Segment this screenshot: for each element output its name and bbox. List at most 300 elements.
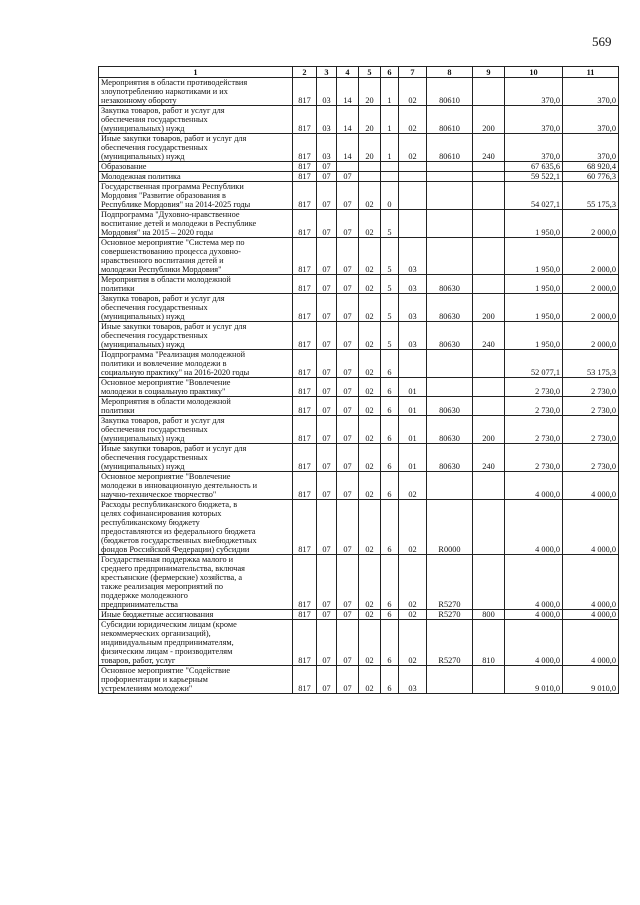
code-cell: 6	[381, 350, 399, 378]
column-header: 5	[359, 67, 381, 78]
code-cell	[473, 162, 505, 172]
code-cell: 02	[359, 275, 381, 294]
code-cell: 6	[381, 666, 399, 694]
code-cell: 6	[381, 378, 399, 397]
amount-cell: 2 730,0	[505, 378, 563, 397]
amount-cell: 2 730,0	[505, 444, 563, 472]
code-cell	[427, 350, 473, 378]
code-cell: 02	[359, 416, 381, 444]
row-name-cell	[99, 472, 293, 500]
code-cell	[427, 472, 473, 500]
amount-cell: 2 730,0	[563, 397, 619, 416]
amount-cell: 4 000,0	[505, 610, 563, 620]
code-cell: 02	[359, 294, 381, 322]
code-cell: R5270	[427, 555, 473, 610]
code-cell: 07	[337, 182, 359, 210]
code-cell: 817	[293, 322, 317, 350]
code-cell: 07	[317, 620, 337, 666]
amount-cell: 4 000,0	[505, 555, 563, 610]
amount-cell: 9 010,0	[563, 666, 619, 694]
code-cell: R0000	[427, 500, 473, 555]
code-cell: 02	[359, 500, 381, 555]
table-row	[99, 500, 619, 555]
row-name-text: Закупка товаров, работ и услуг для обеспечения государственных (муниципальных) нужд	[101, 416, 225, 443]
amount-cell: 370,0	[505, 134, 563, 162]
code-cell: 817	[293, 275, 317, 294]
row-name-text: Подпрограмма "Реализация молодежной политики и вовлечение молодежи в социальную практику" на 2016-2020 годы	[101, 350, 250, 377]
code-cell: 07	[317, 238, 337, 275]
code-cell: 14	[337, 78, 359, 106]
column-header: 1	[99, 67, 293, 78]
code-cell	[427, 378, 473, 397]
code-cell: 200	[473, 294, 505, 322]
code-cell: 02	[359, 444, 381, 472]
budget-table	[98, 66, 619, 694]
code-cell: 817	[293, 162, 317, 172]
amount-cell: 1 950,0	[505, 294, 563, 322]
table-row	[99, 172, 619, 182]
amount-cell: 2 000,0	[563, 210, 619, 238]
code-cell: 810	[473, 620, 505, 666]
table-row	[99, 134, 619, 162]
code-cell: 5	[381, 275, 399, 294]
code-cell: 0	[381, 182, 399, 210]
amount-cell: 1 950,0	[505, 322, 563, 350]
amount-cell: 4 000,0	[563, 555, 619, 610]
column-header: 4	[337, 67, 359, 78]
code-cell	[359, 162, 381, 172]
code-cell: 03	[399, 666, 427, 694]
code-cell: 03	[399, 238, 427, 275]
code-cell: 02	[399, 620, 427, 666]
code-cell: 01	[399, 378, 427, 397]
row-name-text: Иные закупки товаров, работ и услуг для обеспечения государственных (муниципальных) нужд	[101, 322, 247, 349]
column-header: 11	[563, 67, 619, 78]
code-cell: 03	[399, 322, 427, 350]
amount-cell: 1 950,0	[505, 238, 563, 275]
row-name-text: Иные закупки товаров, работ и услуг для обеспечения государственных (муниципальных) нужд	[101, 444, 247, 471]
code-cell: 817	[293, 182, 317, 210]
amount-cell: 370,0	[563, 78, 619, 106]
code-cell: 02	[359, 378, 381, 397]
code-cell	[381, 172, 399, 182]
amount-cell: 4 000,0	[563, 620, 619, 666]
amount-cell: 2 730,0	[563, 378, 619, 397]
code-cell: 02	[359, 610, 381, 620]
row-name-text: Иные бюджетные ассигнования	[101, 610, 214, 619]
row-name-cell	[99, 666, 293, 694]
code-cell: 07	[337, 378, 359, 397]
code-cell: 07	[317, 182, 337, 210]
row-name-cell	[99, 162, 293, 172]
row-name-text: Субсидии юридическим лицам (кроме некоммерческих организаций), индивидуальным предпринимателям, физическим лицам - производителям товаров, работ, услуг	[101, 620, 237, 665]
code-cell: 80630	[427, 294, 473, 322]
code-cell: 5	[381, 210, 399, 238]
code-cell: 817	[293, 78, 317, 106]
code-cell: 01	[399, 416, 427, 444]
row-name-cell	[99, 500, 293, 555]
table-header-row	[99, 67, 619, 78]
table-row	[99, 106, 619, 134]
amount-cell: 55 175,3	[563, 182, 619, 210]
code-cell	[473, 350, 505, 378]
code-cell	[399, 350, 427, 378]
code-cell: 6	[381, 472, 399, 500]
row-name-text: Подпрограмма "Духовно-нравственное воспитание детей и молодежи в Республике Мордовия" на 2015 – 2020 годы	[101, 210, 257, 237]
amount-cell: 370,0	[563, 106, 619, 134]
code-cell: 240	[473, 134, 505, 162]
code-cell: 20	[359, 106, 381, 134]
code-cell: 817	[293, 555, 317, 610]
row-name-text: Мероприятия в области молодежной политики	[101, 275, 231, 293]
row-name-cell	[99, 275, 293, 294]
code-cell	[473, 172, 505, 182]
table-row	[99, 294, 619, 322]
code-cell	[427, 238, 473, 275]
code-cell: 07	[317, 666, 337, 694]
code-cell: 1	[381, 78, 399, 106]
code-cell	[473, 666, 505, 694]
row-name-cell	[99, 172, 293, 182]
code-cell	[399, 210, 427, 238]
code-cell	[473, 500, 505, 555]
amount-cell: 52 077,1	[505, 350, 563, 378]
code-cell: 07	[337, 620, 359, 666]
code-cell: 80630	[427, 322, 473, 350]
table-row	[99, 416, 619, 444]
row-name-cell	[99, 350, 293, 378]
amount-cell: 2 000,0	[563, 294, 619, 322]
code-cell: 817	[293, 350, 317, 378]
code-cell: 02	[359, 350, 381, 378]
code-cell: 07	[337, 294, 359, 322]
code-cell: 01	[399, 397, 427, 416]
code-cell: 817	[293, 172, 317, 182]
amount-cell: 370,0	[505, 106, 563, 134]
code-cell: 07	[337, 275, 359, 294]
code-cell: 240	[473, 444, 505, 472]
table-row	[99, 78, 619, 106]
code-cell: 80610	[427, 134, 473, 162]
code-cell	[473, 210, 505, 238]
code-cell	[473, 238, 505, 275]
code-cell	[427, 172, 473, 182]
code-cell: 07	[317, 444, 337, 472]
amount-cell: 4 000,0	[563, 610, 619, 620]
code-cell: 07	[317, 162, 337, 172]
code-cell: 1	[381, 106, 399, 134]
code-cell: R5270	[427, 620, 473, 666]
code-cell	[473, 397, 505, 416]
code-cell	[473, 378, 505, 397]
code-cell	[359, 172, 381, 182]
code-cell: 817	[293, 666, 317, 694]
code-cell: 817	[293, 610, 317, 620]
code-cell: 07	[317, 378, 337, 397]
code-cell: 200	[473, 416, 505, 444]
code-cell: 80610	[427, 106, 473, 134]
code-cell: 02	[359, 322, 381, 350]
row-name-text: Иные закупки товаров, работ и услуг для обеспечения государственных (муниципальных) нужд	[101, 134, 247, 161]
amount-cell: 370,0	[563, 134, 619, 162]
code-cell: 07	[337, 172, 359, 182]
code-cell: 80630	[427, 275, 473, 294]
row-name-cell	[99, 134, 293, 162]
amount-cell: 2 000,0	[563, 322, 619, 350]
code-cell: 6	[381, 555, 399, 610]
code-cell: 07	[317, 322, 337, 350]
row-name-cell	[99, 210, 293, 238]
table-row	[99, 397, 619, 416]
amount-cell: 2 730,0	[505, 416, 563, 444]
table-row	[99, 350, 619, 378]
code-cell	[473, 555, 505, 610]
code-cell: 817	[293, 210, 317, 238]
column-header: 3	[317, 67, 337, 78]
code-cell: 07	[337, 238, 359, 275]
amount-cell: 2 730,0	[563, 416, 619, 444]
row-name-cell	[99, 620, 293, 666]
code-cell: 817	[293, 294, 317, 322]
code-cell: 80610	[427, 78, 473, 106]
row-name-text: Мероприятия в области молодежной политики	[101, 397, 231, 415]
column-header: 9	[473, 67, 505, 78]
code-cell: 07	[337, 444, 359, 472]
amount-cell: 2 730,0	[505, 397, 563, 416]
code-cell: 02	[359, 210, 381, 238]
code-cell: 02	[359, 620, 381, 666]
code-cell: 07	[337, 500, 359, 555]
code-cell: 03	[399, 294, 427, 322]
amount-cell: 54 027,1	[505, 182, 563, 210]
code-cell: 817	[293, 500, 317, 555]
code-cell: 07	[337, 472, 359, 500]
code-cell: 5	[381, 294, 399, 322]
code-cell: 6	[381, 397, 399, 416]
code-cell: 817	[293, 378, 317, 397]
code-cell: 02	[359, 472, 381, 500]
code-cell: 6	[381, 620, 399, 666]
table-row	[99, 666, 619, 694]
code-cell: 817	[293, 238, 317, 275]
code-cell	[473, 182, 505, 210]
code-cell: 07	[337, 210, 359, 238]
code-cell: 07	[317, 416, 337, 444]
code-cell: 20	[359, 134, 381, 162]
code-cell: 03	[317, 106, 337, 134]
table-row	[99, 555, 619, 610]
code-cell: 03	[399, 275, 427, 294]
amount-cell: 9 010,0	[505, 666, 563, 694]
code-cell: 07	[337, 322, 359, 350]
code-cell: 800	[473, 610, 505, 620]
amount-cell: 4 000,0	[563, 472, 619, 500]
amount-cell: 4 000,0	[505, 500, 563, 555]
code-cell: 07	[317, 397, 337, 416]
code-cell: 817	[293, 106, 317, 134]
row-name-cell	[99, 238, 293, 275]
table-row	[99, 378, 619, 397]
row-name-cell	[99, 610, 293, 620]
row-name-cell	[99, 322, 293, 350]
amount-cell: 60 776,3	[563, 172, 619, 182]
code-cell: 03	[317, 78, 337, 106]
row-name-text: Расходы республиканского бюджета, в целях софинансирования которых республиканскому бюджету предоставляются из федерального бюджета (бюджетов государственных внебюджетных фондов Российской Федерации) субсидии	[101, 500, 257, 554]
amount-cell: 370,0	[505, 78, 563, 106]
row-name-cell	[99, 555, 293, 610]
column-header: 7	[399, 67, 427, 78]
row-name-text: Образование	[101, 162, 147, 171]
amount-cell: 53 175,3	[563, 350, 619, 378]
amount-cell: 4 000,0	[505, 472, 563, 500]
code-cell: 07	[317, 294, 337, 322]
code-cell: 817	[293, 444, 317, 472]
code-cell: 6	[381, 500, 399, 555]
row-name-cell	[99, 78, 293, 106]
code-cell: 07	[337, 416, 359, 444]
code-cell: 02	[399, 106, 427, 134]
table-row	[99, 322, 619, 350]
column-header: 10	[505, 67, 563, 78]
code-cell: 07	[317, 350, 337, 378]
code-cell: 14	[337, 106, 359, 134]
code-cell	[473, 78, 505, 106]
code-cell: 80630	[427, 397, 473, 416]
code-cell: 817	[293, 416, 317, 444]
amount-cell: 2 730,0	[563, 444, 619, 472]
code-cell	[427, 666, 473, 694]
table-row	[99, 444, 619, 472]
code-cell: 07	[317, 172, 337, 182]
code-cell: 6	[381, 610, 399, 620]
code-cell: 02	[359, 666, 381, 694]
code-cell: 817	[293, 620, 317, 666]
amount-cell: 2 000,0	[563, 238, 619, 275]
amount-cell: 67 635,6	[505, 162, 563, 172]
code-cell: 80630	[427, 416, 473, 444]
row-name-text: Государственная программа Республики Мордовия "Развитие образования в Республике Мордовия" на 2014-2025 годы	[101, 182, 251, 209]
code-cell: 02	[359, 182, 381, 210]
code-cell: 07	[317, 210, 337, 238]
code-cell: R5270	[427, 610, 473, 620]
amount-cell: 4 000,0	[563, 500, 619, 555]
code-cell	[399, 162, 427, 172]
code-cell: 07	[337, 397, 359, 416]
code-cell: 07	[337, 555, 359, 610]
code-cell	[337, 162, 359, 172]
code-cell: 07	[337, 610, 359, 620]
code-cell: 240	[473, 322, 505, 350]
code-cell: 02	[399, 134, 427, 162]
row-name-text: Молодежная политика	[101, 172, 181, 181]
row-name-cell	[99, 378, 293, 397]
code-cell: 200	[473, 106, 505, 134]
row-name-cell	[99, 397, 293, 416]
code-cell: 02	[399, 555, 427, 610]
code-cell: 07	[317, 500, 337, 555]
row-name-cell	[99, 294, 293, 322]
code-cell: 02	[399, 500, 427, 555]
code-cell: 20	[359, 78, 381, 106]
table-row	[99, 472, 619, 500]
code-cell	[399, 172, 427, 182]
row-name-text: Закупка товаров, работ и услуг для обеспечения государственных (муниципальных) нужд	[101, 106, 225, 133]
code-cell: 5	[381, 322, 399, 350]
row-name-text: Основное мероприятие "Система мер по совершенствованию процесса духовно- нравственного воспитания детей и молодежи Республики Мордовия"	[101, 238, 245, 274]
code-cell: 02	[359, 397, 381, 416]
table-row	[99, 610, 619, 620]
code-cell: 6	[381, 416, 399, 444]
row-name-cell	[99, 416, 293, 444]
table-body	[99, 78, 619, 694]
code-cell: 14	[337, 134, 359, 162]
page-number: 569	[592, 34, 612, 49]
code-cell: 6	[381, 444, 399, 472]
row-name-text: Основное мероприятие "Вовлечение молодежи в инновационную деятельность и научно-техническое творчество"	[101, 472, 258, 499]
code-cell: 07	[337, 666, 359, 694]
code-cell: 07	[317, 555, 337, 610]
amount-cell: 68 920,4	[563, 162, 619, 172]
code-cell	[399, 182, 427, 210]
code-cell: 02	[399, 610, 427, 620]
table-row	[99, 162, 619, 172]
table-row	[99, 238, 619, 275]
column-header: 8	[427, 67, 473, 78]
code-cell: 817	[293, 134, 317, 162]
code-cell: 1	[381, 134, 399, 162]
amount-cell: 1 950,0	[505, 210, 563, 238]
amount-cell: 2 000,0	[563, 275, 619, 294]
row-name-cell	[99, 444, 293, 472]
code-cell	[473, 275, 505, 294]
code-cell	[427, 182, 473, 210]
code-cell: 02	[359, 555, 381, 610]
code-cell: 817	[293, 472, 317, 500]
code-cell: 5	[381, 238, 399, 275]
row-name-text: Закупка товаров, работ и услуг для обеспечения государственных (муниципальных) нужд	[101, 294, 225, 321]
table-row	[99, 275, 619, 294]
code-cell: 01	[399, 444, 427, 472]
code-cell: 817	[293, 397, 317, 416]
code-cell	[427, 210, 473, 238]
amount-cell: 4 000,0	[505, 620, 563, 666]
code-cell: 07	[317, 610, 337, 620]
row-name-text: Государственная поддержка малого и среднего предпринимательства, включая крестьянские (фермерские) хозяйства, а также реализация мероприятий по поддержке молодежного предпринимательства	[101, 555, 245, 609]
column-header: 2	[293, 67, 317, 78]
code-cell	[473, 472, 505, 500]
table-row	[99, 210, 619, 238]
code-cell: 02	[359, 238, 381, 275]
code-cell: 07	[337, 350, 359, 378]
code-cell: 02	[399, 78, 427, 106]
code-cell: 07	[317, 472, 337, 500]
amount-cell: 1 950,0	[505, 275, 563, 294]
row-name-text: Основное мероприятие "Вовлечение молодежи в социальную практику"	[101, 378, 231, 396]
row-name-cell	[99, 106, 293, 134]
row-name-cell	[99, 182, 293, 210]
table-row	[99, 620, 619, 666]
amount-cell: 59 522,1	[505, 172, 563, 182]
row-name-text: Основное мероприятие "Содействие профориентации и карьерным устремлениям молодежи"	[101, 666, 231, 693]
table-row	[99, 182, 619, 210]
row-name-text: Мероприятия в области противодействия злоупотреблению наркотиками и их незаконному обороту	[101, 78, 248, 105]
code-cell: 03	[317, 134, 337, 162]
code-cell: 07	[317, 275, 337, 294]
code-cell: 80630	[427, 444, 473, 472]
code-cell: 02	[399, 472, 427, 500]
code-cell	[427, 162, 473, 172]
code-cell	[381, 162, 399, 172]
